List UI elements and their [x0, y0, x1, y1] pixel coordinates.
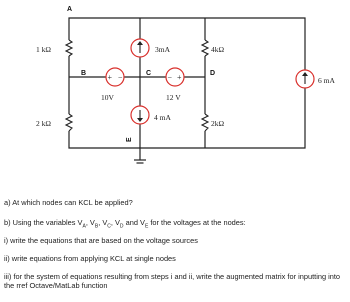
question-ii: ii) write equations from applying KCL at single nodes: [4, 254, 176, 263]
wire-top: [69, 18, 305, 70]
node-label-c: C: [146, 70, 152, 77]
minus-sign-icon: −: [167, 73, 173, 82]
current-source-6ma: [296, 70, 314, 88]
resistor-2k-mid: [202, 114, 208, 131]
plus-sign-icon: +: [177, 73, 182, 82]
current-source-4ma: [131, 106, 149, 124]
label-r-bottom-left: 2 kΩ: [36, 119, 51, 128]
question-i: i) write the equations that are based on the voltage sources: [4, 236, 198, 245]
var-prefix: V: [114, 218, 120, 227]
label-v-right: 12 V: [166, 93, 181, 102]
var-a: A: [82, 223, 86, 230]
var-prefix: V: [102, 218, 108, 227]
resistor-1k: [66, 40, 72, 56]
var-d: D: [119, 223, 124, 230]
label-i-top: 3mA: [155, 45, 170, 54]
resistor-2k-left: [66, 114, 72, 131]
node-label-b: B: [81, 70, 87, 77]
current-source-3ma: [131, 39, 149, 57]
node-label-a: A: [67, 6, 73, 13]
voltage-source-12v: [166, 68, 184, 86]
plus-sign-icon: +: [107, 73, 113, 82]
label-i-mid: 4 mA: [154, 113, 171, 122]
question-b-and: and: [125, 218, 140, 227]
circuit-wires: [69, 18, 305, 163]
question-a: a) At which nodes can KCL be applied?: [4, 198, 133, 207]
node-label-e: E: [126, 137, 133, 142]
minus-sign-icon: −: [118, 73, 123, 82]
label-i-right: 6 mA: [318, 76, 335, 85]
question-b: b) Using the variables $V_A$, $V_B$, $V_C$, $V_D$ and $V_E$ for the voltages at the nodes:: [4, 218, 246, 230]
var-b: B: [94, 223, 99, 230]
label-r-top-left: 1 kΩ: [36, 45, 51, 54]
label-r-bottom-mid: 2kΩ: [211, 119, 225, 128]
var-e: E: [144, 223, 149, 230]
var-prefix: V: [140, 218, 145, 227]
label-r-top-mid: 4kΩ: [211, 45, 225, 54]
voltage-source-10v: [106, 68, 124, 86]
resistor-4k: [202, 40, 208, 56]
var-prefix: V: [89, 218, 95, 227]
node-label-d: D: [210, 70, 216, 77]
question-iii: iii) for the system of equations resulting from steps i and ii, write the augmented matrix for inputting into the rref Octave/MatLab function: [4, 272, 341, 290]
var-prefix: V: [77, 218, 83, 227]
question-b-text: b) Using the variables: [4, 218, 78, 227]
label-v-left: 10V: [101, 93, 114, 102]
var-c: C: [107, 223, 111, 230]
question-b-tail: for the voltages at the nodes:: [148, 218, 246, 227]
